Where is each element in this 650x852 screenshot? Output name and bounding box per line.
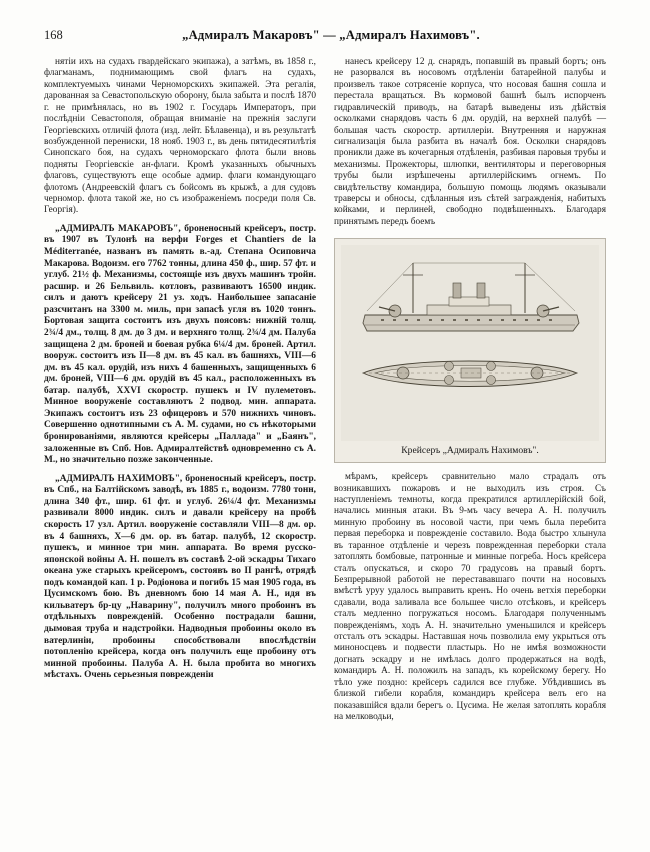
- page-header: [44, 28, 606, 43]
- entry-admiral-nakhimov: „АДМИРАЛЪ НАХИМОВЪ", броненосный крейсеръ, постр. въ Спб., на Балтiйскомъ заводѣ, въ 1885 г., водоизм. 7780 тонн, длина 340 фт., шир. 61 фт. и углуб. 26¼/4 фт. Механизмы развивали 8000 индик. силъ и давали крейсеру на пробѣ скорость 17 узл. Артил. вооруженiе составляли VIII—8 дм. ор. въ 4 башняхъ, X—6 дм. ор. въ батар. палубѣ, 12 скоростр. пушекъ, и минное три мин. аппарата. Во время русско-японской войны А. Н. пошелъ въ составѣ 2-ой эскадры Тихаго океана уже старыхъ крейсеромъ, состоявъ во II рангѣ, отрядѣ подъ командой кап. 1 р. Родiонова и погибъ 15 мая 1905 года, въ Цусимскомъ бою. Въ дневномъ бою 14 мая А. Н., идя въ кильватеръ бр-цу „Наварину", получилъ много пробоинъ въ отдѣльныхъ поврежденiй. Особенно пострадали башни, дымовая труба и надстройки. Надводныя пробоины около въ ватерлинiи, пробоины способствовали впослѣдствiи потопленiю крейсера, когда онъ получилъ еще пробоину отъ минной пробоины. Палуба А. Н. была пробита во многихъ мѣстахъ. Очень серьезныя поврежденiи: [44, 473, 316, 681]
- figure-cruiser-nakhimov: [334, 238, 606, 463]
- figure-caption: Крейсеръ „Адмиралъ Нахимовъ".: [401, 445, 539, 457]
- left-column: [44, 57, 316, 829]
- paragraph: нанесъ крейсеру 12 д. снарядъ, попавшiй въ правый бортъ; онъ не разорвался въ носовомъ отдѣленiи батарейной палубы и произвелъ такое сотрясенiе корпуса, что носовая башня сошла и перестала вращаться. Въ кормовой башнѣ былъ испорченъ гидравлическiй приводъ, на батарѣ выведены изъ дѣйствiя осколками снарядовъ часть 6 дм. орудiй, на верхней палубѣ — большая часть скоростр. артиллерiи. Внутренняя и наружная сигнализацiя была разбита въ началѣ боя. Осколки снарядовъ проникли даже въ кочегарныя отдѣленiя, разбивая паровыя трубы и механизмы. Прожекторы, шлюпки, вентиляторы и переговорныя трубы были изрѣшечены артиллерiйскимъ огнемъ. По свидѣтельству командира, большую помощь людямъ оказывали траверсы и обносы, сдѣланныя изъ сѣтей загражденiя, набитыхъ койками, и перлиней, свободно подвѣшенныхъ. Благодаря принятымъ передъ боемъ: [334, 57, 606, 227]
- right-column: [334, 57, 606, 829]
- paragraph-spacer: [44, 467, 316, 474]
- text-columns: [44, 57, 606, 829]
- page-number: 168: [44, 28, 63, 42]
- ship-illustration: [341, 245, 599, 441]
- entry-admiral-makarov: „АДМИРАЛЪ МАКАРОВЪ", броненосный крейсеръ, постр. въ 1907 въ Тулонѣ на верфи Forges et Chantiers de la Méditerranée, названъ въ память в.-ад. Степана Осиповича Макарова. Водоизм. его 7762 тонны, длина 450 ф., шир. 57 фт. и углуб. 21½ ф. Механизмы, состоящiе изъ двухъ машинъ тройн. расшир. и 26 Бельвиль. котловъ, развиваютъ 16500 индик. силъ и даютъ крейсеру 21 уз. ходъ. Наибольшее запасанiе разсчитанъ на 3300 м. миль, при запасѣ угля въ 1020 тоннъ. Бортовая защита состоитъ изъ двухъ поясовъ: нижнiй толщ. 2¾/4 дм., толщ. 8 дм. до 3 дм. и верхняго толщ. 2¾/4 дм. Палуба защищена 2 дм. броней и боевая рубка 6¼/4 дм. броней. Артил. вооруж. состоитъ изъ II—8 дм. въ 45 кал. въ башняхъ, VIII—6 дм. въ 45 кал. орудiй, изъ нихъ 4 башенныхъ, защищенныхъ 6 дм. броней, VIII—6 дм. орудiй въ 45 кал., расположенныхъ въ батар. палубѣ, XXVI скоростр. пушекъ и IV пулеметовъ. Минное вооруженiе составляютъ 2 подвод. мин. аппарата. Экипажъ состоитъ изъ 23 офицеровъ и 570 нижнихъ чиновъ. Совершенно однотипными съ А. М. судами, но съ нѣкоторыми бронированiями, являются крейсеры „Паллада" и „Баянъ", заложенные въ Спб. Нов. Адмиралтействѣ одновременно съ А. М., но значительно позже законченные.: [44, 223, 316, 466]
- running-title: „Адмиралъ Макаровъ" — „Адмиралъ Нахимовъ".: [182, 28, 480, 42]
- paragraph-spacer: [44, 217, 316, 224]
- figure-plate: [341, 245, 599, 441]
- paragraph: мѣрамъ, крейсеръ сравнительно мало страдалъ отъ возникавшихъ пожаровъ и не выходилъ изъ строя. Съ наступленiемъ темноты, когда прекратился артиллерiйскiй бой, начались минныя атаки. Въ 9-мъ часу вечера А. Н. получилъ минную пробоину въ носовой части, при чемъ была перебита первая переборка и поврежденiе составило. Вода быстро хлынула въ таранное отдѣленiе и черезъ поврежденная переборки стала затоплять бомбовые, патронные и минные погреба. Носъ крейсера сталъ опускаться, и скоро 70 градусовъ на правый бортъ. Безпрерывной работой не перестававшаго почти на носовыхъ вмѣстѣ уруу удалось выправить кренъ. Но очень ветхiя переборки сдавали, вода заливала все большее число отсѣковъ, и крейсеръ сталъ медленно погружаться носомъ. Благодаря полученнымъ поврежденiямъ, ходъ А. Н. значительно уменьшился и крейсеръ отсталъ отъ эскадры. Наставшая ночь позволила ему укрыться отъ миноносцевъ и подвести пластырь. Но не имѣя возможности догнать эскадру и не имѣлась долго продержаться на водѣ, командиръ А. Н. положилъ на западъ, къ корейскому берегу. Но тѣло уже поздно: крейсеръ садился все глубже. Убѣдившись въ близкой гибели корабля, командиръ крейсера велъ его на показавшiйся вдали берегъ о. Цусима. Не желая затоплять корабля на мелководьи,: [334, 472, 606, 722]
- paragraph: нятiи ихъ на судахъ гвардейскаго экипажа), а затѣмъ, въ 1858 г., флагманамъ, поднимающимъ свой флагъ на судахъ, комплектуемыхъ чинами Черноморскихъ экипажей. Эта регалiя, дарованная за Севастопольскую оборону, была забыта и послѣ 1870 г. не примѣнялась, но въ 1902 г. Государь Императоръ, при послѣднiи Севастополя, обращая вниманiе на прежнiя заслуги Георгiевскихъ отличiй флота (изд. лейт. Бѣлавенца), и въ результатѣ возбужденной перениски, 18 нояб. 1903 г., въ день пятидесятилѣтiя Синопскаго боя, на судахъ черноморскаго флота были вновь подняты Георгiевскiе ан-флаги. Кромѣ указанныхъ обычныхъ флаговъ, существуютъ еще особые адмир. флаги командующаго флотомъ (Андреевскiй флагъ съ бойсомъ въ крыжѣ, а для судовъ черномор. флота такой же, но съ изображенiемъ посреди поля Св. Георгiя).: [44, 57, 316, 216]
